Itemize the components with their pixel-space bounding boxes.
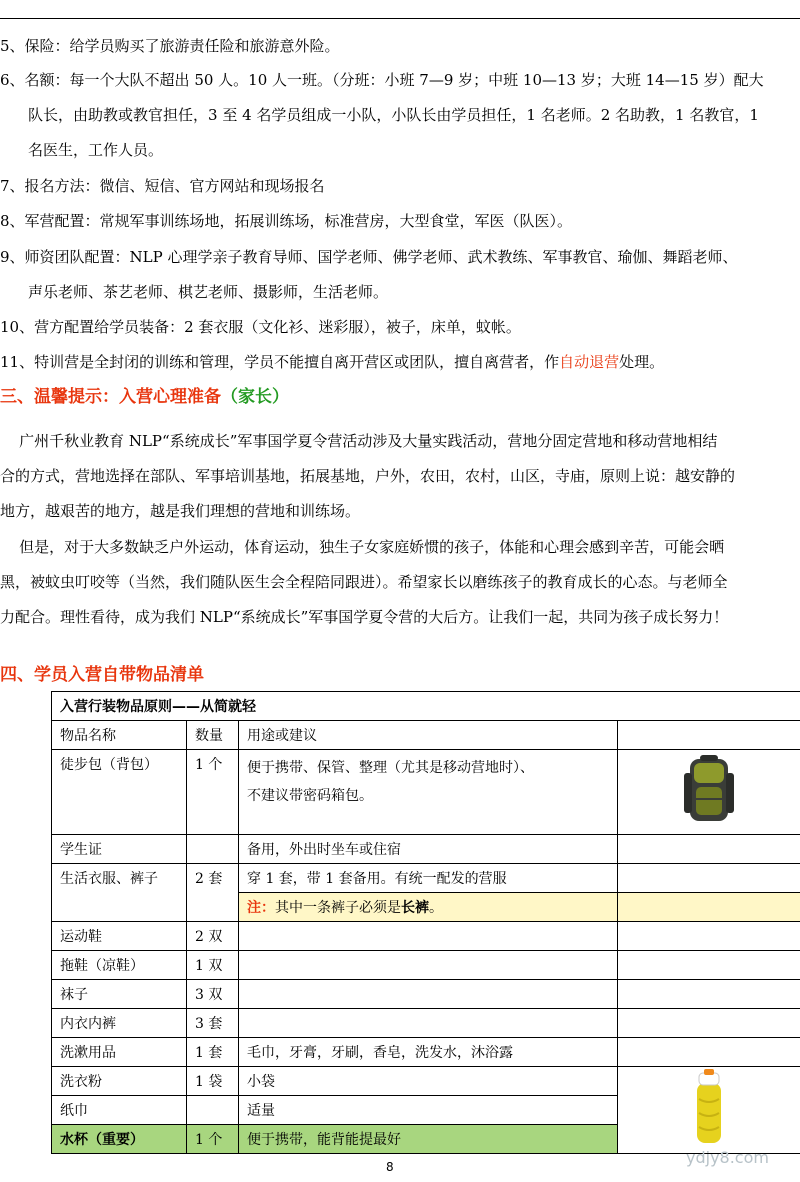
table-header-row — [52, 721, 800, 750]
item-qty: 2 双 — [187, 922, 239, 951]
usage-line1: 便于携带、保管、整理（尤其是移动营地时）、 — [247, 760, 534, 776]
item-qty — [187, 835, 239, 864]
backpack-icon — [674, 753, 744, 827]
item-name: 生活衣服、裤子 — [52, 864, 187, 922]
item-usage: 小袋 — [239, 1067, 618, 1096]
section-3-para2-line3: 力配合。理性看待，成为我们 NLP“系统成长”军事国学夏令营的大后方。让我们一起，共同为孩子成长努力！ — [0, 608, 729, 626]
empty-cell — [618, 980, 800, 1009]
item-6-line1: 6、名额：每一个大队不超出 50 人。10 人一班。（分班：小班 7—9 岁；中班 10—13 岁；大班 14—15 岁）配大 — [0, 71, 764, 89]
clothes-note — [239, 893, 618, 922]
item-6-line3: 名医生，工作人员。 — [28, 141, 164, 159]
item-9-line1: 9、师资团队配置：NLP 心理学亲子教育导师、国学老师、佛学老师、武术教练、军事教官、瑜伽、舞蹈老师、 — [0, 248, 738, 266]
note-text: 其中一条裤子必须是 — [275, 900, 401, 916]
item-10: 10、营方配置给学员装备：2 套衣服（文化衫、迷彩服），被子，床单，蚊帐。 — [0, 318, 521, 336]
item-11 — [0, 345, 795, 379]
item-name: 洗漱用品 — [52, 1038, 187, 1067]
table-row-backpack — [52, 750, 800, 835]
table-row-student-id — [52, 835, 800, 864]
item-11-text: 11、特训营是全封闭的训练和管理，学员不能擅自离开营区或团队，擅自离营者，作 — [0, 353, 560, 371]
item-qty — [187, 1096, 239, 1125]
section-3-para1-line2: 合的方式，营地选择在部队、军事培训基地，拓展基地，户外，农田，农村，山区，寺庙，原则上说：越安静的 — [0, 467, 736, 485]
table-row-powder — [52, 1067, 800, 1096]
item-usage: 便于携带，能背能提最好 — [239, 1125, 618, 1154]
table-row — [52, 980, 800, 1009]
header-image-cell — [618, 721, 800, 750]
empty-cell — [618, 951, 800, 980]
item-name: 袜子 — [52, 980, 187, 1009]
page-number: 8 — [386, 1160, 394, 1174]
item-qty: 1 套 — [187, 1038, 239, 1067]
table-row — [52, 1038, 800, 1067]
item-usage: 适量 — [239, 1096, 618, 1125]
watermark: ydjy8.com — [686, 1148, 769, 1167]
table-row — [52, 951, 800, 980]
table-row — [52, 922, 800, 951]
item-name: 水杯（重要） — [52, 1125, 187, 1154]
item-name: 徒步包（背包） — [52, 750, 187, 835]
empty-cell — [618, 835, 800, 864]
section-3-para1-line1: 广州千秋业教育 NLP“系统成长”军事国学夏令营活动涉及大量实践活动，营地分固定营地和移动营地相结 — [0, 432, 718, 450]
item-qty: 3 双 — [187, 980, 239, 1009]
item-usage — [239, 750, 618, 835]
empty-cell — [618, 864, 800, 893]
item-qty: 2 套 — [187, 864, 239, 922]
cup-image-cell — [618, 1067, 800, 1154]
header-quantity: 数量 — [187, 721, 239, 750]
table-rule-row — [52, 692, 800, 721]
header-item-name: 物品名称 — [52, 721, 187, 750]
section-3-heading — [0, 382, 289, 412]
table-row — [52, 1009, 800, 1038]
empty-cell — [618, 1009, 800, 1038]
note-emphasis: 长裤 — [401, 900, 429, 916]
item-usage: 毛巾，牙膏，牙刷，香皂，洗发水，沐浴露 — [239, 1038, 618, 1067]
item-name: 运动鞋 — [52, 922, 187, 951]
item-name: 拖鞋（凉鞋） — [52, 951, 187, 980]
item-usage: 穿 1 套，带 1 套备用。有统一配发的营服 — [239, 864, 618, 893]
header-usage: 用途或建议 — [239, 721, 618, 750]
item-5: 5、保险：给学员购买了旅游责任险和旅游意外险。 — [0, 37, 340, 55]
item-11-red: 自动退营 — [559, 353, 620, 371]
usage-line2: 不建议带密码箱包。 — [247, 788, 373, 804]
item-11-end: 处理。 — [619, 353, 665, 371]
backpack-image-cell — [618, 750, 800, 835]
item-6-line2: 队长，由助教或教官担任，3 至 4 名学员组成一小队，小队长由学员担任，1 名老师。2 名助教，1 名教官，1 — [28, 106, 759, 124]
item-qty: 1 个 — [187, 1125, 239, 1154]
item-usage: 备用，外出时坐车或住宿 — [239, 835, 618, 864]
note-label: 注： — [247, 900, 275, 916]
section-3-title-green: （家长） — [221, 387, 289, 407]
item-usage — [239, 922, 618, 951]
section-3-title: 三、温馨提示：入营心理准备 — [0, 387, 221, 407]
packing-rule: 入营行装物品原则——从简就轻 — [52, 692, 800, 721]
header-rule — [0, 18, 800, 19]
note-empty-cell — [618, 893, 800, 922]
item-name: 洗衣粉 — [52, 1067, 187, 1096]
item-qty: 1 袋 — [187, 1067, 239, 1096]
item-qty: 1 个 — [187, 750, 239, 835]
item-usage — [239, 980, 618, 1009]
item-name: 内衣内裤 — [52, 1009, 187, 1038]
section-3-para2-line1: 但是，对于大多数缺乏户外运动，体育运动，独生子女家庭娇惯的孩子，体能和心理会感到辛苦，可能会晒 — [0, 538, 725, 556]
section-4-heading: 四、学员入营自带物品清单 — [0, 665, 204, 685]
item-usage — [239, 951, 618, 980]
item-8: 8、军营配置：常规军事训练场地，拓展训练场，标准营房，大型食堂，军医（队医）。 — [0, 212, 573, 230]
empty-cell — [618, 922, 800, 951]
packing-list-table — [51, 691, 800, 1154]
item-7: 7、报名方法：微信、短信、官方网站和现场报名 — [0, 177, 325, 195]
item-name: 纸巾 — [52, 1096, 187, 1125]
table-row-clothes — [52, 864, 800, 893]
section-3-para1-line3: 地方，越艰苦的地方，越是我们理想的营地和训练场。 — [0, 502, 361, 520]
item-usage — [239, 1009, 618, 1038]
empty-cell — [618, 1038, 800, 1067]
item-qty: 1 双 — [187, 951, 239, 980]
item-name: 学生证 — [52, 835, 187, 864]
item-9-line2: 声乐老师、茶艺老师、棋艺老师、摄影师，生活老师。 — [28, 283, 389, 301]
water-cup-icon — [689, 1069, 729, 1147]
item-qty: 3 套 — [187, 1009, 239, 1038]
note-end: 。 — [429, 900, 443, 916]
section-3-para2-line2: 黑，被蚊虫叮咬等（当然，我们随队医生会全程陪同跟进）。希望家长以磨练孩子的教育成长的心态。与老师全 — [0, 573, 728, 591]
